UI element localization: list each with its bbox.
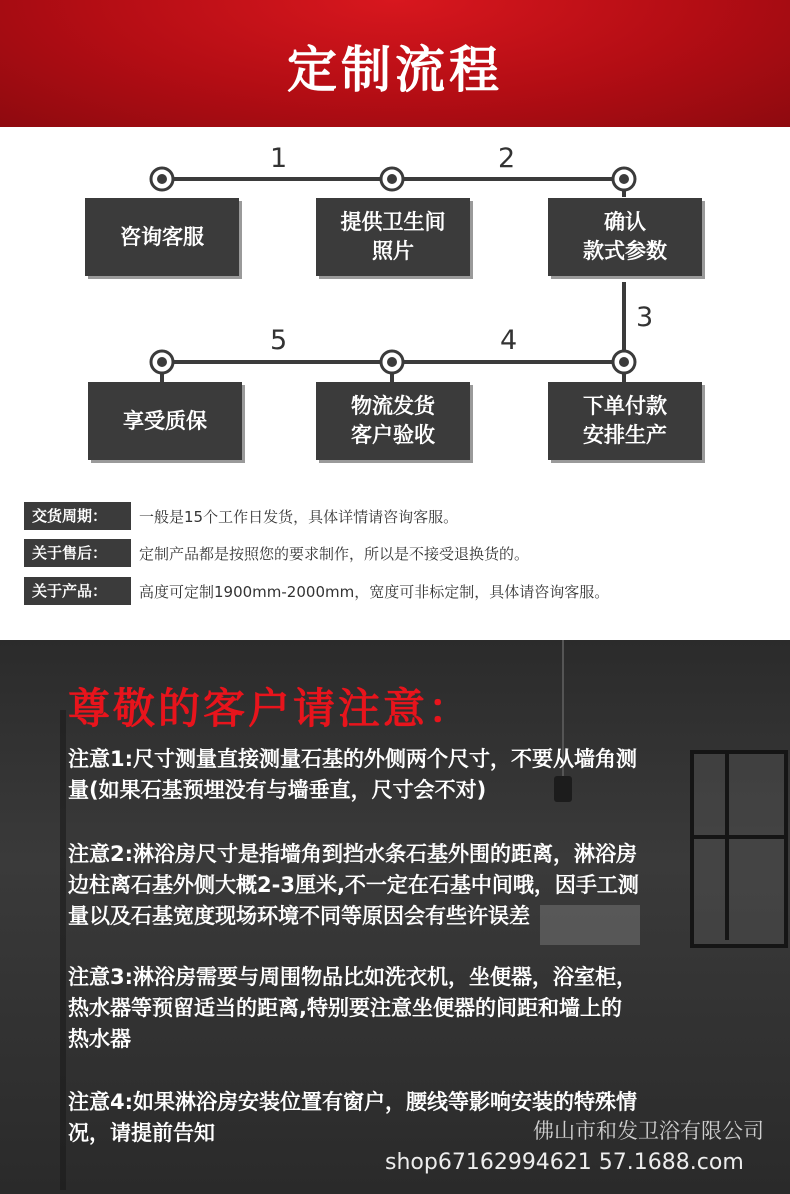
notice-section [0,640,790,1194]
notice-title: 尊敬的客户请注意： [68,684,474,733]
notice-line: 注意4:如果淋浴房安装位置有窗户，腰线等影响安装的特殊情 [68,1090,638,1114]
step-label: 享受质保 [123,408,207,433]
step-label: 物流发货 [351,394,435,418]
step-number-5: 5 [270,325,288,356]
notice-line: 注意1:尺寸测量直接测量石基的外侧两个尺寸，不要从墙角测 [68,747,638,771]
step-number-3: 3 [636,302,654,333]
step-box-delivery [316,382,470,460]
info-text: 高度可定制1900mm-2000mm，宽度可非标定制，具体请咨询客服。 [139,582,610,601]
notice-line: 热水器等预留适当的距离,特别要注意坐便器的间距和墙上的 [68,996,622,1020]
step-number-2: 2 [498,143,516,174]
notice-line: 注意2:淋浴房尺寸是指墙角到挡水条石基外围的距离，淋浴房 [68,842,638,866]
step-label: 下单付款 [583,394,667,418]
notice-item-3 [68,962,758,1055]
step-label: 咨询客服 [120,224,204,249]
node-dot-4 [151,351,173,373]
page-title: 定制流程 [287,41,503,99]
step-label: 安排生产 [583,423,667,447]
step-label: 照片 [372,239,414,263]
step-box-photo [316,198,470,276]
watermark-company: 佛山市和发卫浴有限公司 [533,1119,764,1143]
node-dot-5 [381,351,403,373]
step-box-consult [85,198,239,276]
step-label: 确认 [604,210,646,234]
info-text: 一般是15个工作日发货，具体详情请咨询客服。 [139,507,459,526]
step-label: 款式参数 [583,239,667,263]
node-dot-1 [151,168,173,190]
notice-line: 注意3:淋浴房需要与周围物品比如洗衣机，坐便器，浴室柜， [68,965,638,989]
node-dot-3 [613,168,635,190]
step-label: 提供卫生间 [340,210,446,234]
step-number-4: 4 [500,325,518,356]
step-box-confirm [548,198,702,276]
notice-line: 热水器 [68,1027,131,1051]
notice-line: 量(如果石基预埋没有与墙垂直，尺寸会不对) [68,778,487,802]
header-banner [0,0,790,127]
node-dot-6 [613,351,635,373]
info-row-product [24,577,609,605]
background-shower-frame [0,710,66,1190]
notice-line: 边柱离石基外侧大概2-3厘米,不一定在石基中间哦，因手工测 [68,873,639,897]
node-dot-2 [381,168,403,190]
step-number-1: 1 [270,143,288,174]
info-text: 定制产品都是按照您的要求制作，所以是不接受退换货的。 [139,544,530,563]
info-label: 交货周期： [24,502,131,530]
info-label: 关于产品： [24,577,131,605]
notice-item-2 [68,839,758,932]
step-box-order [548,382,702,460]
step-label: 客户验收 [351,423,435,447]
notice-item-1 [68,744,758,806]
info-row-delivery [24,502,458,530]
process-flow [0,127,790,637]
info-label: 关于售后： [24,539,131,567]
info-row-aftersale [24,539,529,567]
notice-line: 况，请提前告知 [68,1121,215,1145]
watermark-shop-url: shop67162994621 57.1688.com [385,1150,744,1175]
notice-line: 量以及石基宽度现场环境不同等原因会有些许误差 [68,904,530,928]
step-box-warranty [88,382,242,460]
